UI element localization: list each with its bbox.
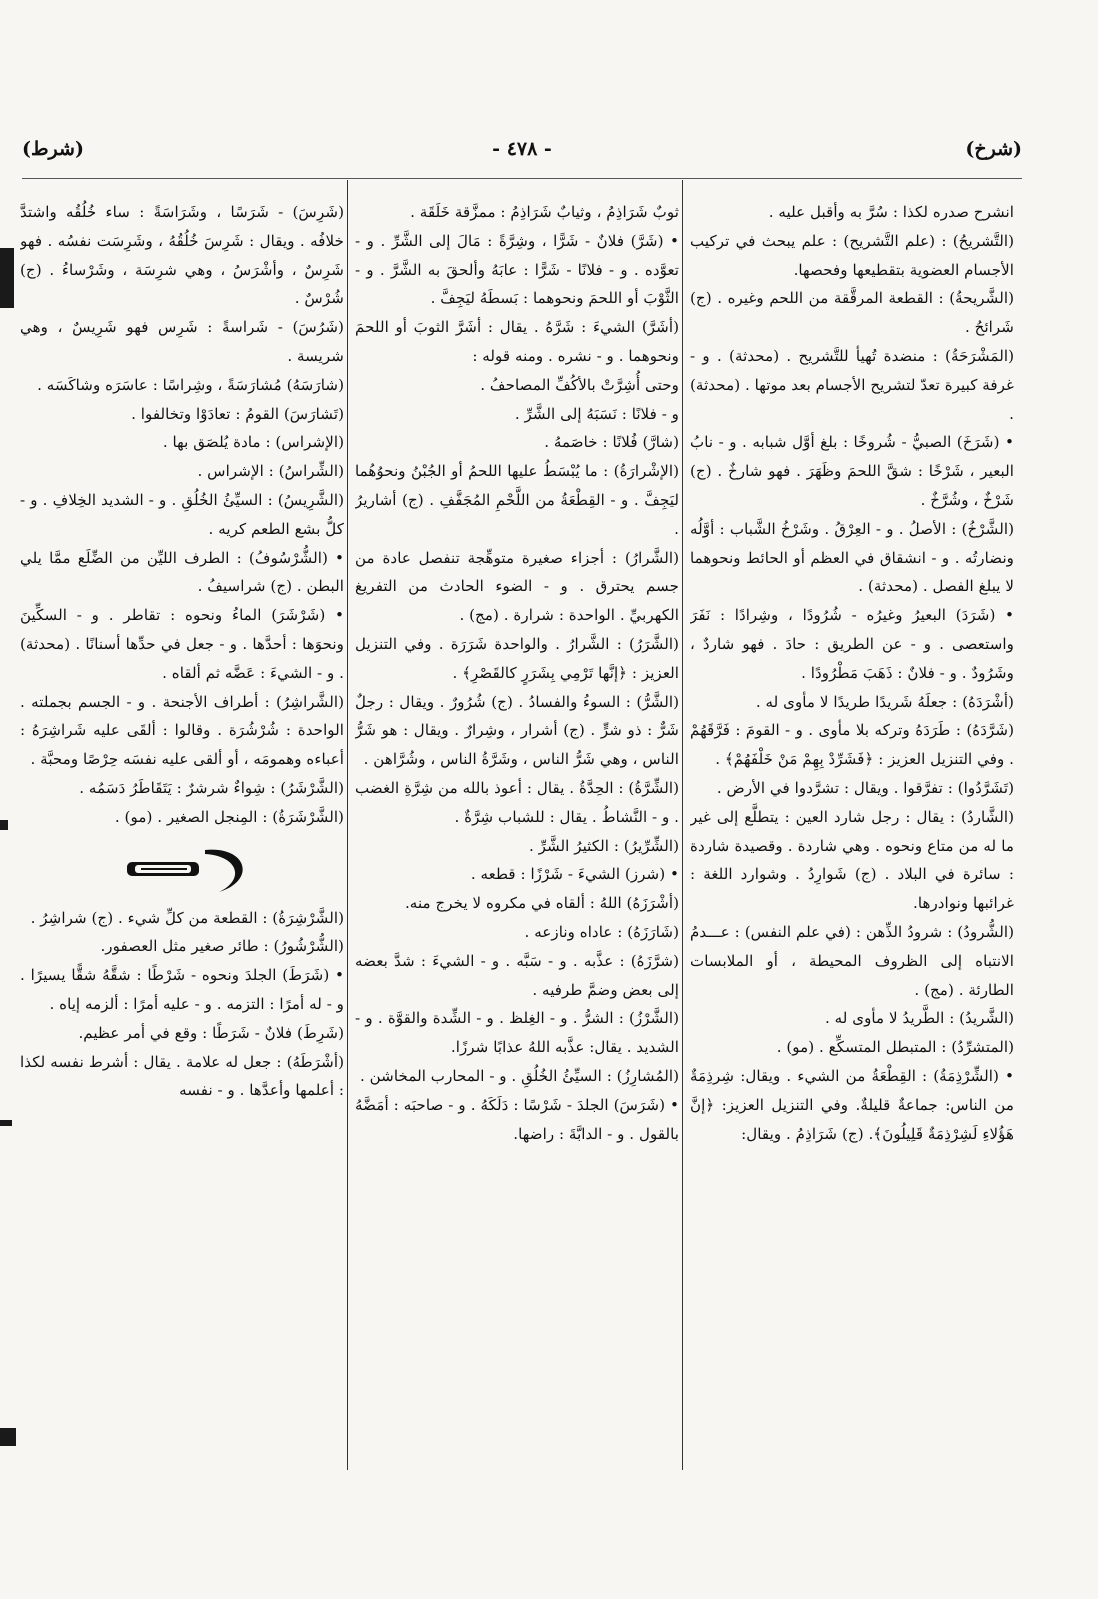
dictionary-entry: • (الشِّرْذِمَةُ) : القِطْعَةُ من الشيء . ويقال: شِرذِمَةٌ من الناس: جماعةٌ قليلةٌ. وفي التنزيل العزيز: ﴿إنَّ هَؤُلاءِ لَشِرْذِمَةٌ قَلِيلُونَ﴾. (ج) شَرَاذِمُ . ويقال: [690, 1066, 1014, 1143]
dictionary-entry: (شَرِسَ) - شَرَسًا ، وشَرَاسَةً : ساء خُلُقُه واشتدَّ خلافُه . ويقال : شَرِسَ خُلُقُهُ ، وشَرِسَت نفسُه . فهو شَرِسٌ ، وأشْرَسُ ، وهي شرِسَة ، وشَرْساءُ . (ج) شُرْسٌ . [20, 203, 344, 308]
scan-edge-mark [0, 1428, 16, 1446]
scan-edge-mark [0, 248, 14, 308]
dictionary-entry: (المتشرِّدُ) : المتبطل المتسكِّع . (مو) . [776, 1038, 1014, 1057]
column-divider [347, 180, 348, 1470]
header-right-entry: (شرخ) [965, 138, 1022, 160]
dictionary-entry: (المُشارِزُ) : السيِّئُ الخُلُقِ . و - المحارب المخاشن . [359, 1066, 679, 1085]
header-left-entry: (شرط) [22, 138, 84, 160]
dictionary-entry: (شَرُسَ) - شَراسةً : شَرِس فهو شَرِيسٌ ، وهي شريسة . [20, 318, 344, 365]
dictionary-entry: (الإشراس) : مادة يُلصَق بها . [162, 433, 344, 452]
column-right [690, 198, 1014, 1498]
dictionary-entry: (الشَّرِيسُ) : السيِّئُ الخُلُقِ . و - الشديد الخِلافِ . و - كلُّ بشع الطعم كريه . [20, 490, 344, 538]
scan-edge-mark [0, 820, 8, 830]
dictionary-entry: • (شَرَّ) فلانٌ - شَرًّا ، وشِرَّةً : مَالَ إلى الشَّرِّ . و - تعوَّده . و - فلانًا - شَرًّا : عابَهُ وألحقَ به الشَّرَّ . و - الثَّوْبَ أو اللحمَ ونحوهما : بَسطَهُ ليَجِفَّ . [355, 231, 679, 308]
dictionary-entry: و - فلانًا : نَسَبَهُ إلى الشَّرِّ . [514, 404, 679, 423]
scan-edge-mark [0, 1120, 12, 1126]
dictionary-entry: ثوبٌ شَرَاذِمُ ، وثيابٌ شَرَاذِمُ : ممزَّقة خَلَقَة . [410, 203, 679, 221]
dictionary-entry: • (شَرْشَرَ) الماءُ ونحوه : تقاطر . و - السكِّينَ ونحوَها : أحدَّها . و - جعل في حدِّها أسنانًا . (محدثة) . و - الشيءَ : عَضَّه ثم ألقاه . [20, 606, 344, 682]
dictionary-entry: (الشَّرْشَرُ) : شِواءٌ شرشرٌ : يَتَقَاطَرُ دَسَمُه . [79, 778, 344, 797]
dictionary-entry: • (شَرَسَ) الجلدَ - شَرْسًا : دَلَكَهُ . و - صاحبَه : أمَضَّهُ بالقول . و - الدابَّةَ : راضها. [355, 1095, 679, 1143]
column-divider [682, 180, 683, 1470]
dictionary-entry: • (شرز) الشيءَ - شَرْزًا : قطعه . [470, 865, 679, 884]
dictionary-entry: (الشِّرِّيرُ) : الكثيرُ الشَّرِّ . [528, 836, 679, 855]
dictionary-entry: (الشَّرْزُ) : الشرُّ . و - الغِلظ . و - الشِّدة والقوَّة . و - الشديد . يقال: عذَّبه اللهُ عذابًا شرزًا. [355, 1009, 679, 1057]
page-number: - ٤٧٨ - [492, 138, 552, 160]
dictionary-entry: (الشِّرَّةُ) : الحِدَّةُ . يقال : أعوذ بالله من شِرَّةِ الغضب . و - النَّشاطُ . يقال : للشباب شِرَّةٌ . [355, 778, 679, 826]
dictionary-entry: (أشْرَزَهُ) اللهُ : ألقاه في مكروه لا يخرج منه. [404, 894, 679, 913]
dictionary-entry: • (شَرَخَ) الصبيُّ - شُروخًا : بلغ أوَّل شبابه . و - نابُ البعير ، شَرْخًا : شقَّ اللحمَ وظَهَرَ . فهو شارخٌ . (ج) شَرْخٌ ، وشُرَّخٌ . [690, 433, 1014, 509]
dictionary-entry: (التَّشريحُ) : (علم التَّشريح) : علم يبحث في تركيب الأجسام العضوية بتقطيعها وفحصها. [690, 231, 1014, 279]
dictionary-entry: (الشَّراشِرُ) : أطراف الأجنحة . و - الجسم بجملته . الواحدة : شُرْشُرَة . وقالوا : ألقَى عليه شَراشِرَهُ : أعباءه وهمومَه ، أو ألقى عليه نفسَه حِرْصًا ومحبَّة . [20, 692, 344, 769]
dictionary-entry: (الشُّرْشُورُ) : طائر صغير مثل العصفور. [100, 937, 344, 956]
dictionary-entry: (الشَّاردُ) : يقال : رجل شارد العين : يتطلَّع إلى غير ما له من متاع ونحوه . وهي شاردة . وقصيدة شاردة : سائرة في البلاد . (ج) شَوارِدُ . وشوارد اللغة : غرائبها ونوادرها. [690, 807, 1014, 913]
sickle-icon [20, 838, 344, 898]
dictionary-entry: (المَشْرَحَةُ) : منضدة تُهيأ للتَّشريح . (محدثة) . و - غرفة كبيرة تعدّ لتشريح الأجسام بعد موتها . (محدثة) . [690, 346, 1014, 423]
dictionary-entry: (الشَّرارُ) : أجزاء صغيرة متوهِّجة تنفصل عادة من جسم يحترق . و - الضوء الحادث من التفريغ الكهربيِّ . الواحدة : شرارة . (مج) . [355, 548, 679, 625]
column-left [20, 198, 344, 1498]
dictionary-entry: (أشْرَدَهُ) : جعلَهُ شَريدًا طريدًا لا مأوى له . [755, 692, 1014, 711]
dictionary-entry: (الشَّريدُ) : الطَّريدُ لا مأوى له . [824, 1009, 1014, 1028]
dictionary-entry: انشرح صدره لكذا : سُرَّ به وأقبل عليه . [768, 203, 1014, 221]
dictionary-entry: (شَرَّدَهُ) : طَرَدَهُ وتركه بلا مأوى . و - القومَ : فَرَّقَهُمْ . وفي التنزيل العزيز : ﴿فَشَرِّدْ بِهِمْ مَنْ خَلْفَهُمْ﴾ . [690, 721, 1014, 769]
dictionary-entry: (شَرِطَ) فلانٌ - شَرَطًا : وقع في أمر عظيم. [78, 1023, 344, 1042]
dictionary-entry: (الإشْرارَةُ) : ما يُبْسَطُ عليها اللحمُ أو الجُبْنُ ونحوُهُما ليَجِفَّ . و - القِطْعَةُ من اللَّحْمِ المُجَفَّفِ . (ج) أشاريرُ . [355, 462, 679, 538]
dictionary-entry: • (شَرَطَ) الجلدَ ونحوه - شَرْطًا : شقَّهُ شقًّا يسيرًا . و - له أمرًا : التزمه . و - عليه أمرًا : ألزمه إياه . [20, 966, 344, 1013]
dictionary-entry: (تَشارَسَ) القومُ : تعادَوْا وتخالفوا . [131, 404, 344, 423]
dictionary-entry: (الشَّرْشَرَةُ) : المِنجل الصغير . (مو) . [114, 807, 344, 826]
dictionary-entry: (شَارَزَهُ) : عاداه ونازعه . [524, 922, 679, 941]
dictionary-entry: (شارَّ) فُلانًا : خاصَمهُ . [544, 433, 679, 452]
column-middle [355, 198, 679, 1498]
dictionary-entry: (شارَسَهُ) مُشارَسَةً ، وشِراسًا : عاسَرَه وشاكَسَه . [37, 375, 344, 394]
dictionary-entry: وحتى أُشِرَّتْ بالأكُفِّ المصاحفُ . [480, 375, 679, 394]
dictionary-entry: • (شَرَدَ) البعيرُ وغيرُه - شُرُودًا ، وشِرادًا : نَفَرَ واستعصى . و - عن الطريق : حادَ . فهو شاردٌ ، وشَرُودٌ . و - فلانٌ : ذَهَبَ مَطْرُودًا . [690, 606, 1014, 682]
dictionary-entry: (الشِّراسُ) : الإشراس . [197, 462, 344, 481]
dictionary-entry: (الشَّرْشِرَةُ) : القطعة من كلِّ شيء . (ج) شراشِرُ . [30, 908, 344, 927]
dictionary-entry: (الشُّرودُ) : شرودُ الذِّهن : (في علم النفس) : عـــدمُ الانتباه إلى الظروف المحيطة ، أو الملابسات الطارئة . (مج) . [690, 922, 1014, 999]
dictionary-entry: (الشَّريحةُ) : القطعة المرقَّقة من اللحم وغيره . (ج) شَرائحُ . [690, 289, 1014, 337]
dictionary-entry: (أشَرَّ) الشيءَ : شَرَّهُ . يقال : أشَرَّ الثوبَ أو اللحمَ ونحوهما . و - نشره . ومنه قوله : [355, 318, 679, 365]
dictionary-entry: (الشَّرُّ) : السوءُ والفسادُ . (ج) شُرُورٌ . ويقال : رجلٌ شَرٌّ : ذو شرٍّ . (ج) أشرار ، وشِرارٌ . ويقال : هو شَرُّ الناس ، وهي شَرُّ الناس ، وشَرَّةُ الناس ، وشُرَّاهن . [355, 692, 679, 769]
dictionary-entry: (الشَّرْخُ) : الأصلُ . و - العِرْقُ . وشَرْخُ الشَّباب : أوَّلُه ونضارتُه . و - انشقاق في العظم أو الحائط ونحوهما لا يبلغ الفصل . (محدثة) . [690, 519, 1014, 596]
dictionary-entry: (تَشَرَّدُوا) : تفرَّقوا . ويقال : تشرَّدوا في الأرض . [716, 778, 1014, 797]
dictionary-entry: (شرَّزَهُ) : عذَّبه . و - سَبَّه . و - الشيءَ : شدَّ بعضه إلى بعض وضمَّ طرفيه . [355, 951, 679, 999]
header-rule [22, 178, 1022, 179]
dictionary-entry: (أشْرَطَهُ) : جعل له علامة . يقال : أشرط نفسه لكذا : أعلمها وأعدَّها . و - نفسه [20, 1052, 344, 1100]
dictionary-entry: • (الشُّرْسُوفُ) : الطرف الليِّن من الضِّلَع ممَّا يلي البطن . (ج) شراسيفُ . [20, 548, 344, 596]
page-header [22, 138, 1022, 178]
dictionary-entry: (الشَّرَرُ) : الشَّرارُ . والواحدة شَرَرَة . وفي التنزيل العزيز : ﴿إنَّها تَرْمِي بِشَرَرٍ كالقَصْرِ﴾ . [355, 634, 679, 682]
